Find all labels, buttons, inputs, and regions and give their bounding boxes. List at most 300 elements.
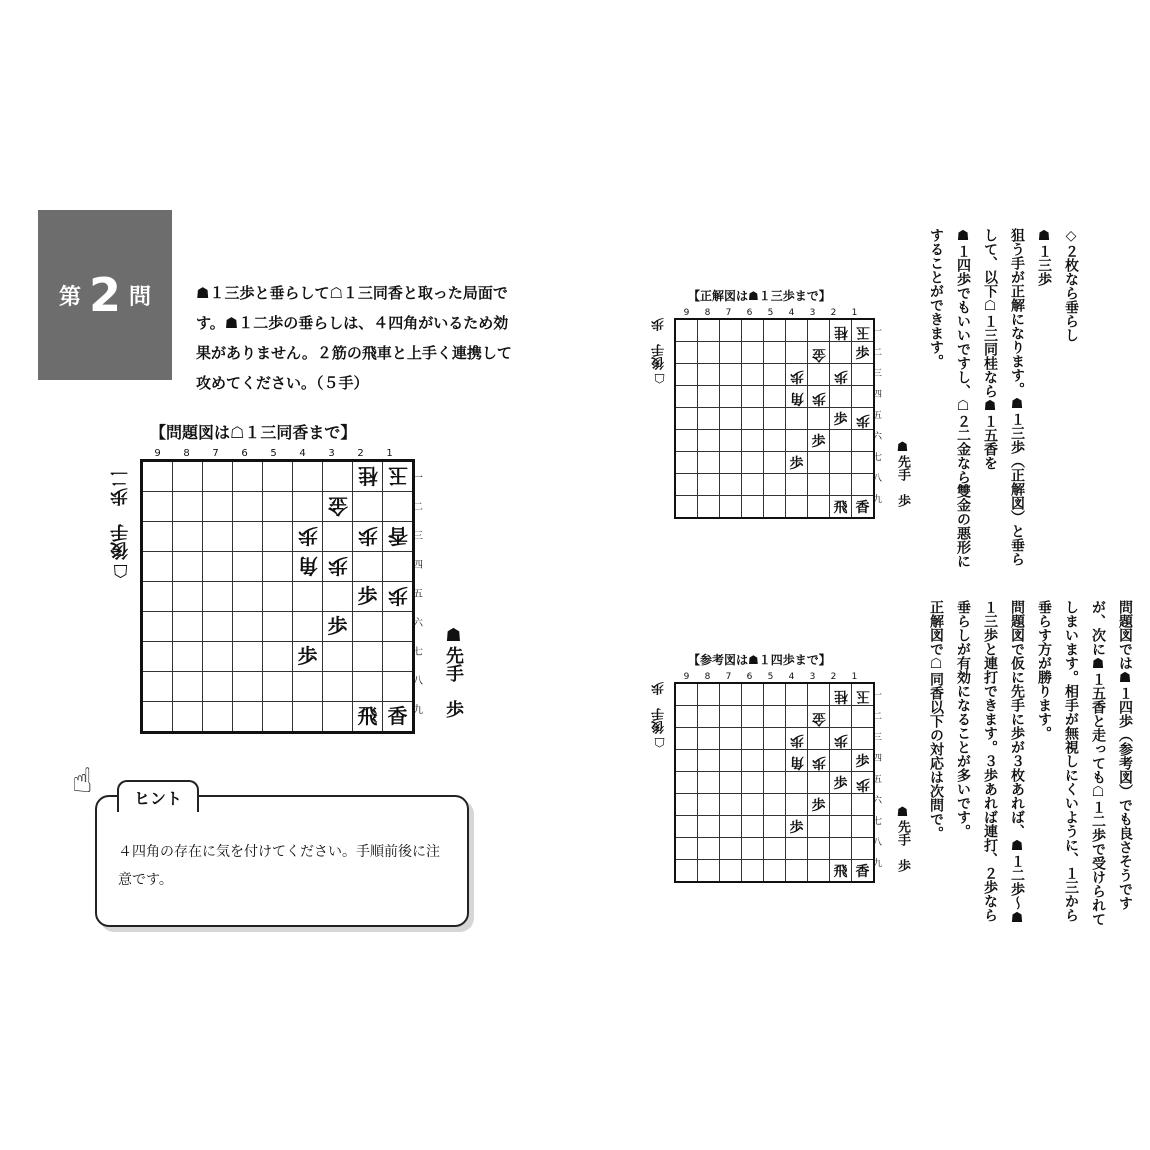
board-square bbox=[293, 612, 323, 642]
board-square bbox=[742, 750, 764, 772]
board-square bbox=[323, 492, 353, 522]
board-square bbox=[852, 750, 875, 772]
file-label: 5 bbox=[767, 672, 774, 682]
board-square bbox=[675, 452, 698, 474]
board-square bbox=[675, 706, 698, 728]
board-square bbox=[233, 702, 263, 733]
board-square bbox=[323, 461, 353, 492]
file-label: 3 bbox=[328, 448, 335, 459]
board-square bbox=[383, 612, 414, 642]
board-square bbox=[698, 750, 720, 772]
solution-p2: ☗１四歩でもいいですし、☖２二金なら雙金の悪形にすることができます。 bbox=[928, 228, 971, 568]
board-square bbox=[764, 364, 786, 386]
file-label: 1 bbox=[386, 448, 393, 459]
file-label: 6 bbox=[746, 308, 753, 318]
sente-piece: 歩 bbox=[855, 754, 870, 770]
board-square bbox=[852, 430, 875, 452]
board-square bbox=[698, 838, 720, 860]
board-square bbox=[698, 816, 720, 838]
sente-piece: 飛 bbox=[833, 500, 848, 516]
board-square bbox=[720, 683, 742, 706]
board-square bbox=[263, 702, 293, 733]
gote-piece: 歩 bbox=[297, 524, 318, 548]
board-square bbox=[786, 430, 808, 452]
board-square bbox=[675, 683, 698, 706]
sente-piece: 歩 bbox=[357, 584, 378, 608]
reference-board bbox=[674, 672, 883, 883]
gote-piece: 歩 bbox=[789, 368, 804, 384]
board-square bbox=[173, 702, 203, 733]
board-square bbox=[764, 342, 786, 364]
board-square bbox=[698, 728, 720, 750]
board-square bbox=[786, 408, 808, 430]
file-label: 9 bbox=[683, 308, 690, 318]
board-square bbox=[698, 474, 720, 496]
sente-piece: 香 bbox=[387, 704, 408, 728]
board-square bbox=[720, 838, 742, 860]
board-square bbox=[742, 838, 764, 860]
board-square bbox=[830, 750, 852, 772]
board-square bbox=[808, 386, 830, 408]
sente-piece: 歩 bbox=[811, 434, 826, 450]
board-square bbox=[764, 430, 786, 452]
board-square bbox=[852, 728, 875, 750]
board-square bbox=[808, 319, 830, 342]
gote-piece: 歩 bbox=[387, 584, 408, 608]
rank-label: 七 bbox=[413, 647, 423, 658]
answer-sente-hand: ☗先手 歩 bbox=[895, 440, 910, 507]
board-square bbox=[675, 408, 698, 430]
board-square bbox=[808, 408, 830, 430]
board-square bbox=[383, 492, 414, 522]
reference-gote-hand: ☖後手 歩 bbox=[652, 682, 667, 749]
board-square bbox=[675, 319, 698, 342]
sente-piece: 歩 bbox=[833, 776, 848, 792]
rank-label: 六 bbox=[873, 432, 883, 442]
problem-number: 2 bbox=[88, 268, 121, 322]
board-square bbox=[263, 492, 293, 522]
sente-piece: 歩 bbox=[789, 820, 804, 836]
rank-labels bbox=[873, 684, 882, 873]
board-square bbox=[764, 496, 786, 519]
board-square bbox=[830, 408, 852, 430]
solution-heading: ◇２枚なら垂らし bbox=[1063, 228, 1079, 342]
board-square bbox=[233, 642, 263, 672]
board-square bbox=[852, 816, 875, 838]
board-square bbox=[353, 642, 383, 672]
board-square bbox=[830, 838, 852, 860]
board-square bbox=[786, 452, 808, 474]
main-diagram-title: 【問題図は☖１三同香まで】 bbox=[150, 423, 357, 442]
board-square bbox=[173, 642, 203, 672]
sente-piece: 歩 bbox=[789, 456, 804, 472]
board-square bbox=[764, 474, 786, 496]
board-square bbox=[786, 683, 808, 706]
board-square bbox=[764, 386, 786, 408]
board-square bbox=[742, 860, 764, 883]
board-square bbox=[142, 552, 173, 582]
board-square bbox=[808, 794, 830, 816]
board-square bbox=[383, 702, 414, 733]
board-square bbox=[808, 342, 830, 364]
board-square bbox=[698, 772, 720, 794]
rank-label: 六 bbox=[413, 618, 423, 629]
board-square bbox=[720, 386, 742, 408]
rank-label: 二 bbox=[873, 712, 883, 722]
board-square bbox=[764, 706, 786, 728]
file-label: 7 bbox=[725, 308, 732, 318]
board-square bbox=[383, 582, 414, 612]
answer-board bbox=[674, 308, 883, 519]
board-square bbox=[203, 492, 233, 522]
gote-piece: 歩 bbox=[811, 390, 826, 406]
sente-piece: 香 bbox=[855, 864, 870, 880]
board-square bbox=[764, 860, 786, 883]
board-square bbox=[830, 728, 852, 750]
rank-label: 九 bbox=[413, 705, 423, 716]
board-square bbox=[742, 474, 764, 496]
board-square bbox=[293, 702, 323, 733]
rank-label: 六 bbox=[873, 796, 883, 806]
board-square bbox=[675, 430, 698, 452]
board-square bbox=[233, 492, 263, 522]
board-square bbox=[786, 838, 808, 860]
board-square bbox=[142, 642, 173, 672]
board-square bbox=[742, 386, 764, 408]
board-square bbox=[742, 816, 764, 838]
board-square bbox=[383, 522, 414, 552]
board-square bbox=[323, 672, 353, 702]
solution-moves: ☗１三歩 bbox=[1036, 228, 1052, 286]
board-square bbox=[808, 860, 830, 883]
board-square bbox=[720, 750, 742, 772]
main-sente-hand: ☗先手 歩 bbox=[443, 625, 464, 718]
board-square bbox=[786, 474, 808, 496]
board-square bbox=[786, 342, 808, 364]
board-square bbox=[764, 319, 786, 342]
file-label: 5 bbox=[270, 448, 277, 459]
rank-label: 七 bbox=[873, 453, 883, 463]
board-square bbox=[786, 386, 808, 408]
file-label: 3 bbox=[809, 308, 816, 318]
board-square bbox=[852, 794, 875, 816]
sente-piece: 飛 bbox=[357, 704, 378, 728]
board-square bbox=[742, 794, 764, 816]
board-square bbox=[720, 452, 742, 474]
hint-hand-icon: ☝ bbox=[72, 761, 93, 801]
board-square bbox=[808, 816, 830, 838]
board-square bbox=[203, 702, 233, 733]
solution-p3: 問題図では☗１四歩（参考図）でも良さそうですが、次に☗１五香と走っても☖１二歩で受けられてしまいます。相手が無視しにくいように、１三から垂らす方が勝ります。 bbox=[1036, 600, 1133, 926]
board-square bbox=[233, 461, 263, 492]
board-square bbox=[353, 582, 383, 612]
solution-p5: 正解図で☖同香以下の対応は次問で。 bbox=[928, 600, 944, 840]
board-square bbox=[353, 612, 383, 642]
board-square bbox=[233, 522, 263, 552]
board-square bbox=[720, 319, 742, 342]
board-square bbox=[742, 683, 764, 706]
rank-label: 四 bbox=[873, 754, 883, 764]
board-square bbox=[830, 342, 852, 364]
file-label: 2 bbox=[830, 672, 837, 682]
board-square bbox=[675, 816, 698, 838]
board-square bbox=[786, 860, 808, 883]
board-square bbox=[720, 408, 742, 430]
file-label: 9 bbox=[154, 448, 161, 459]
sente-piece: 歩 bbox=[297, 644, 318, 668]
board-square bbox=[353, 461, 383, 492]
board-square bbox=[720, 430, 742, 452]
rank-label: 八 bbox=[873, 474, 883, 484]
board-square bbox=[263, 612, 293, 642]
board-square bbox=[698, 342, 720, 364]
board-square bbox=[764, 794, 786, 816]
board-square bbox=[263, 552, 293, 582]
gote-piece: 香 bbox=[387, 524, 408, 548]
board-square bbox=[808, 683, 830, 706]
board-square bbox=[786, 772, 808, 794]
board-square bbox=[698, 496, 720, 519]
board-square bbox=[233, 672, 263, 702]
gote-piece: 金 bbox=[811, 346, 826, 362]
problem-suffix: 問 bbox=[129, 284, 152, 310]
gote-piece: 玉 bbox=[855, 324, 870, 340]
file-label: 7 bbox=[212, 448, 219, 459]
file-label: 4 bbox=[788, 672, 795, 682]
board-square bbox=[263, 522, 293, 552]
gote-piece: 歩 bbox=[833, 732, 848, 748]
gote-piece: 角 bbox=[789, 754, 804, 770]
board-square bbox=[698, 452, 720, 474]
file-label: 6 bbox=[241, 448, 248, 459]
board-square bbox=[786, 750, 808, 772]
file-labels bbox=[676, 672, 875, 682]
board-square bbox=[675, 364, 698, 386]
sente-piece: 歩 bbox=[855, 346, 870, 362]
board-square bbox=[808, 706, 830, 728]
board-square bbox=[698, 408, 720, 430]
board-square bbox=[323, 702, 353, 733]
board-square bbox=[830, 860, 852, 883]
board-square bbox=[720, 364, 742, 386]
board-square bbox=[233, 582, 263, 612]
board-square bbox=[720, 728, 742, 750]
sente-piece: 香 bbox=[855, 500, 870, 516]
solution-column-bottom bbox=[922, 600, 1138, 930]
rank-label: 一 bbox=[413, 473, 423, 484]
board-square bbox=[742, 496, 764, 519]
board-square bbox=[764, 408, 786, 430]
board-square bbox=[233, 612, 263, 642]
rank-label: 五 bbox=[873, 411, 883, 421]
board-square bbox=[852, 838, 875, 860]
file-label: 4 bbox=[788, 308, 795, 318]
gote-piece: 歩 bbox=[789, 732, 804, 748]
sente-piece: 歩 bbox=[833, 412, 848, 428]
board-square bbox=[675, 860, 698, 883]
board-square bbox=[742, 452, 764, 474]
board-square bbox=[742, 430, 764, 452]
board-square bbox=[173, 582, 203, 612]
board-square bbox=[852, 342, 875, 364]
solution-column-top bbox=[922, 228, 1084, 568]
board-square bbox=[764, 452, 786, 474]
board-square bbox=[173, 612, 203, 642]
board-square bbox=[720, 474, 742, 496]
board-square bbox=[764, 772, 786, 794]
board-square bbox=[142, 492, 173, 522]
board-square bbox=[830, 706, 852, 728]
file-label: 1 bbox=[851, 308, 858, 318]
board-square bbox=[852, 452, 875, 474]
rank-label: 三 bbox=[413, 531, 423, 542]
gote-piece: 玉 bbox=[387, 464, 408, 488]
board-square bbox=[852, 408, 875, 430]
board-square bbox=[786, 728, 808, 750]
board-square bbox=[808, 452, 830, 474]
board-square bbox=[720, 816, 742, 838]
board-square bbox=[323, 642, 353, 672]
board-square bbox=[353, 552, 383, 582]
board-square bbox=[675, 474, 698, 496]
rank-label: 一 bbox=[873, 327, 883, 337]
board-square bbox=[675, 496, 698, 519]
board-square bbox=[142, 612, 173, 642]
board-square bbox=[698, 364, 720, 386]
board-square bbox=[698, 860, 720, 883]
board-square bbox=[720, 496, 742, 519]
board-square bbox=[263, 642, 293, 672]
board-square bbox=[203, 552, 233, 582]
gote-piece: 桂 bbox=[833, 324, 848, 340]
board-square bbox=[852, 496, 875, 519]
board-square bbox=[675, 838, 698, 860]
gote-piece: 歩 bbox=[811, 754, 826, 770]
sente-piece: 歩 bbox=[327, 614, 348, 638]
file-label: 8 bbox=[183, 448, 190, 459]
board-square bbox=[323, 552, 353, 582]
gote-piece: 歩 bbox=[833, 368, 848, 384]
board-square bbox=[830, 496, 852, 519]
file-label: 3 bbox=[809, 672, 816, 682]
board-square bbox=[720, 772, 742, 794]
board-square bbox=[764, 728, 786, 750]
board-square bbox=[142, 672, 173, 702]
board-square bbox=[742, 772, 764, 794]
board-square bbox=[293, 522, 323, 552]
sente-piece: 飛 bbox=[833, 864, 848, 880]
board-square bbox=[786, 319, 808, 342]
sente-piece: 歩 bbox=[811, 798, 826, 814]
board-square bbox=[808, 430, 830, 452]
rank-label: 七 bbox=[873, 817, 883, 827]
board-square bbox=[293, 492, 323, 522]
gote-piece: 桂 bbox=[833, 688, 848, 704]
gote-piece: 角 bbox=[789, 390, 804, 406]
board-square bbox=[353, 522, 383, 552]
board-square bbox=[786, 706, 808, 728]
board-square bbox=[830, 386, 852, 408]
board-square bbox=[764, 816, 786, 838]
solution-p1: 狙う手が正解になります。☗１三歩（正解図）と垂らして、以下☖１三同桂なら☗１五香を bbox=[982, 228, 1025, 566]
board-square bbox=[786, 816, 808, 838]
board-square bbox=[698, 319, 720, 342]
file-label: 9 bbox=[683, 672, 690, 682]
gote-piece: 歩 bbox=[855, 412, 870, 428]
board-square bbox=[698, 430, 720, 452]
board-square bbox=[808, 838, 830, 860]
board-square bbox=[203, 642, 233, 672]
board-square bbox=[742, 408, 764, 430]
board-square bbox=[852, 860, 875, 883]
board-square bbox=[263, 672, 293, 702]
board-square bbox=[786, 364, 808, 386]
rank-labels bbox=[873, 320, 882, 509]
gote-piece: 角 bbox=[297, 554, 318, 578]
board-square bbox=[698, 683, 720, 706]
rank-labels bbox=[413, 462, 423, 723]
file-label: 5 bbox=[767, 308, 774, 318]
board-square bbox=[233, 552, 263, 582]
board-square bbox=[353, 702, 383, 733]
board-square bbox=[720, 860, 742, 883]
gote-piece: 桂 bbox=[357, 464, 378, 488]
board-square bbox=[852, 364, 875, 386]
board-square bbox=[675, 342, 698, 364]
board-square bbox=[808, 474, 830, 496]
board-square bbox=[353, 492, 383, 522]
rank-label: 二 bbox=[413, 502, 423, 513]
gote-piece: 歩 bbox=[855, 776, 870, 792]
board-square bbox=[830, 430, 852, 452]
file-label: 2 bbox=[357, 448, 364, 459]
board-square bbox=[203, 461, 233, 492]
board-square bbox=[293, 582, 323, 612]
file-label: 7 bbox=[725, 672, 732, 682]
board-square bbox=[675, 772, 698, 794]
board-square bbox=[323, 522, 353, 552]
board-square bbox=[173, 552, 203, 582]
board-square bbox=[173, 461, 203, 492]
board-square bbox=[323, 582, 353, 612]
rank-label: 八 bbox=[873, 838, 883, 848]
board-square bbox=[203, 522, 233, 552]
board-square bbox=[142, 522, 173, 552]
answer-gote-hand: ☖後手 歩 bbox=[652, 318, 667, 385]
board-square bbox=[698, 706, 720, 728]
solution-p4: 問題図で仮に先手に歩が３枚あれば、☗１二歩〜☗１三歩と連打できます。３歩あれば連打、２歩なら垂らしが有効になることが多いです。 bbox=[955, 600, 1025, 926]
file-label: 2 bbox=[830, 308, 837, 318]
rank-label: 一 bbox=[873, 691, 883, 701]
file-labels bbox=[676, 308, 875, 318]
file-labels bbox=[143, 448, 415, 459]
board-square bbox=[383, 672, 414, 702]
board-square bbox=[323, 612, 353, 642]
file-label: 8 bbox=[704, 672, 711, 682]
file-label: 4 bbox=[299, 448, 306, 459]
board-square bbox=[293, 552, 323, 582]
board-square bbox=[808, 728, 830, 750]
rank-label: 五 bbox=[873, 775, 883, 785]
problem-label bbox=[38, 210, 172, 380]
board-square bbox=[720, 706, 742, 728]
board-square bbox=[383, 642, 414, 672]
reference-diagram-title: 【参考図は☗１四歩まで】 bbox=[688, 653, 831, 667]
board-square bbox=[142, 582, 173, 612]
rank-label: 二 bbox=[873, 348, 883, 358]
board-square bbox=[830, 319, 852, 342]
board-square bbox=[852, 474, 875, 496]
